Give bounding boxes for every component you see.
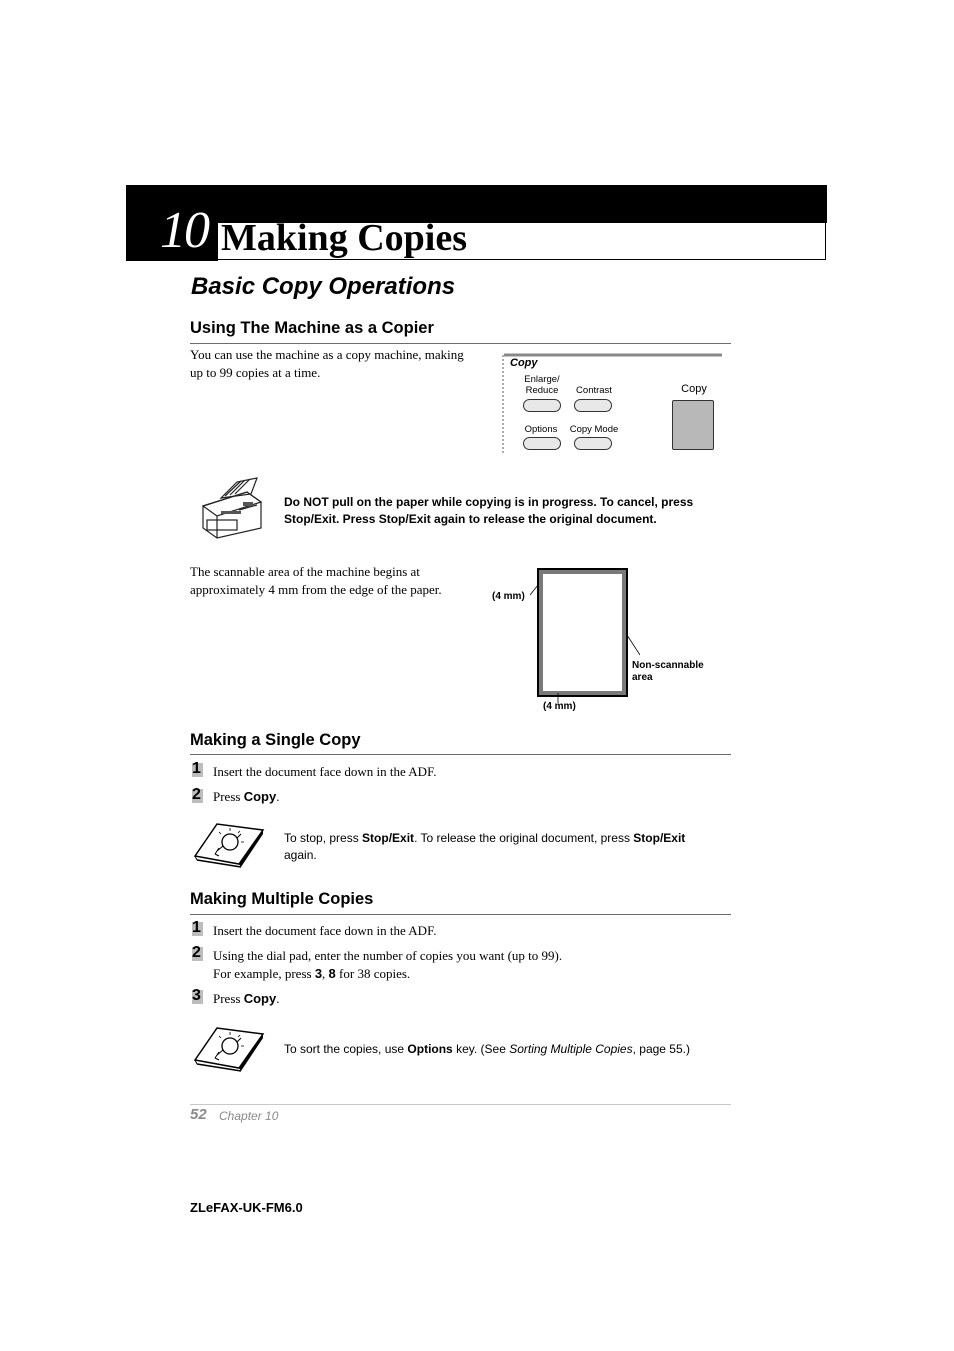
heading-single-copy: Making a Single Copy [190, 731, 361, 749]
copy-mode-label: Copy Mode [569, 424, 619, 435]
heading-rule [190, 754, 731, 755]
step-text: Using the dial pad, enter the number of copies you want (up to 99). For example, press 3, 8 for 38 copies. [213, 948, 563, 981]
heading-using-copier: Using The Machine as a Copier [190, 319, 434, 337]
document-id: ZLeFAX-UK-FM6.0 [190, 1200, 303, 1215]
page-number: 52 [190, 1106, 207, 1123]
step-number: 2 [192, 786, 201, 803]
warning-note: Do NOT pull on the paper while copying is in progress. To cancel, press Stop/Exit. Press Stop/Exit again to release the original document. [284, 495, 694, 526]
step-text: Press Copy. [213, 991, 280, 1006]
contrast-button [574, 399, 612, 412]
contrast-label: Contrast [576, 385, 612, 396]
scannable-area-diagram [530, 565, 640, 705]
bottom-margin-label: (4 mm) [543, 701, 576, 712]
step-number: 2 [192, 944, 201, 961]
chapter-title: Making Copies [221, 217, 467, 259]
scan-area-text: The scannable area of the machine begins at approximately 4 mm from the edge of the paper. [190, 564, 442, 597]
options-label: Options [524, 424, 558, 435]
copy-key [672, 400, 714, 450]
non-scannable-label: Non-scannable area [632, 660, 704, 683]
using-text: You can use the machine as a copy machine, making up to 99 copies at a time. [190, 347, 464, 380]
options-button [523, 437, 561, 450]
side-margin-label: (4 mm) [492, 591, 525, 602]
heading-rule [190, 343, 731, 344]
footer-chapter: Chapter 10 [219, 1109, 279, 1123]
step-text: Insert the document face down in the ADF. [213, 764, 437, 779]
step-number: 1 [192, 760, 201, 777]
copy-mode-button [574, 437, 612, 450]
fax-machine-icon [195, 476, 267, 542]
enlarge-reduce-button [523, 399, 561, 412]
footer-rule [190, 1104, 731, 1105]
copy-key-label: Copy [681, 383, 707, 395]
lightbulb-note-icon [193, 820, 265, 868]
heading-rule [190, 914, 731, 915]
copy-control-panel [500, 353, 724, 455]
lightbulb-note-icon [193, 1024, 265, 1072]
note-sort: To sort the copies, use Options key. (See Sorting Multiple Copies, page 55.) [284, 1042, 690, 1056]
heading-multiple-copies: Making Multiple Copies [190, 890, 374, 908]
enlarge-reduce-label: Enlarge/ Reduce [524, 374, 560, 396]
step-text: Insert the document face down in the ADF. [213, 923, 437, 938]
panel-title: Copy [510, 357, 538, 369]
section-title: Basic Copy Operations [191, 273, 456, 300]
note-stop: To stop, press Stop/Exit. To release the original document, press Stop/Exit again. [284, 831, 686, 862]
step-number: 3 [192, 987, 201, 1004]
chapter-number: 10 [160, 202, 208, 259]
step-text: Press Copy. [213, 789, 280, 804]
step-number: 1 [192, 919, 201, 936]
